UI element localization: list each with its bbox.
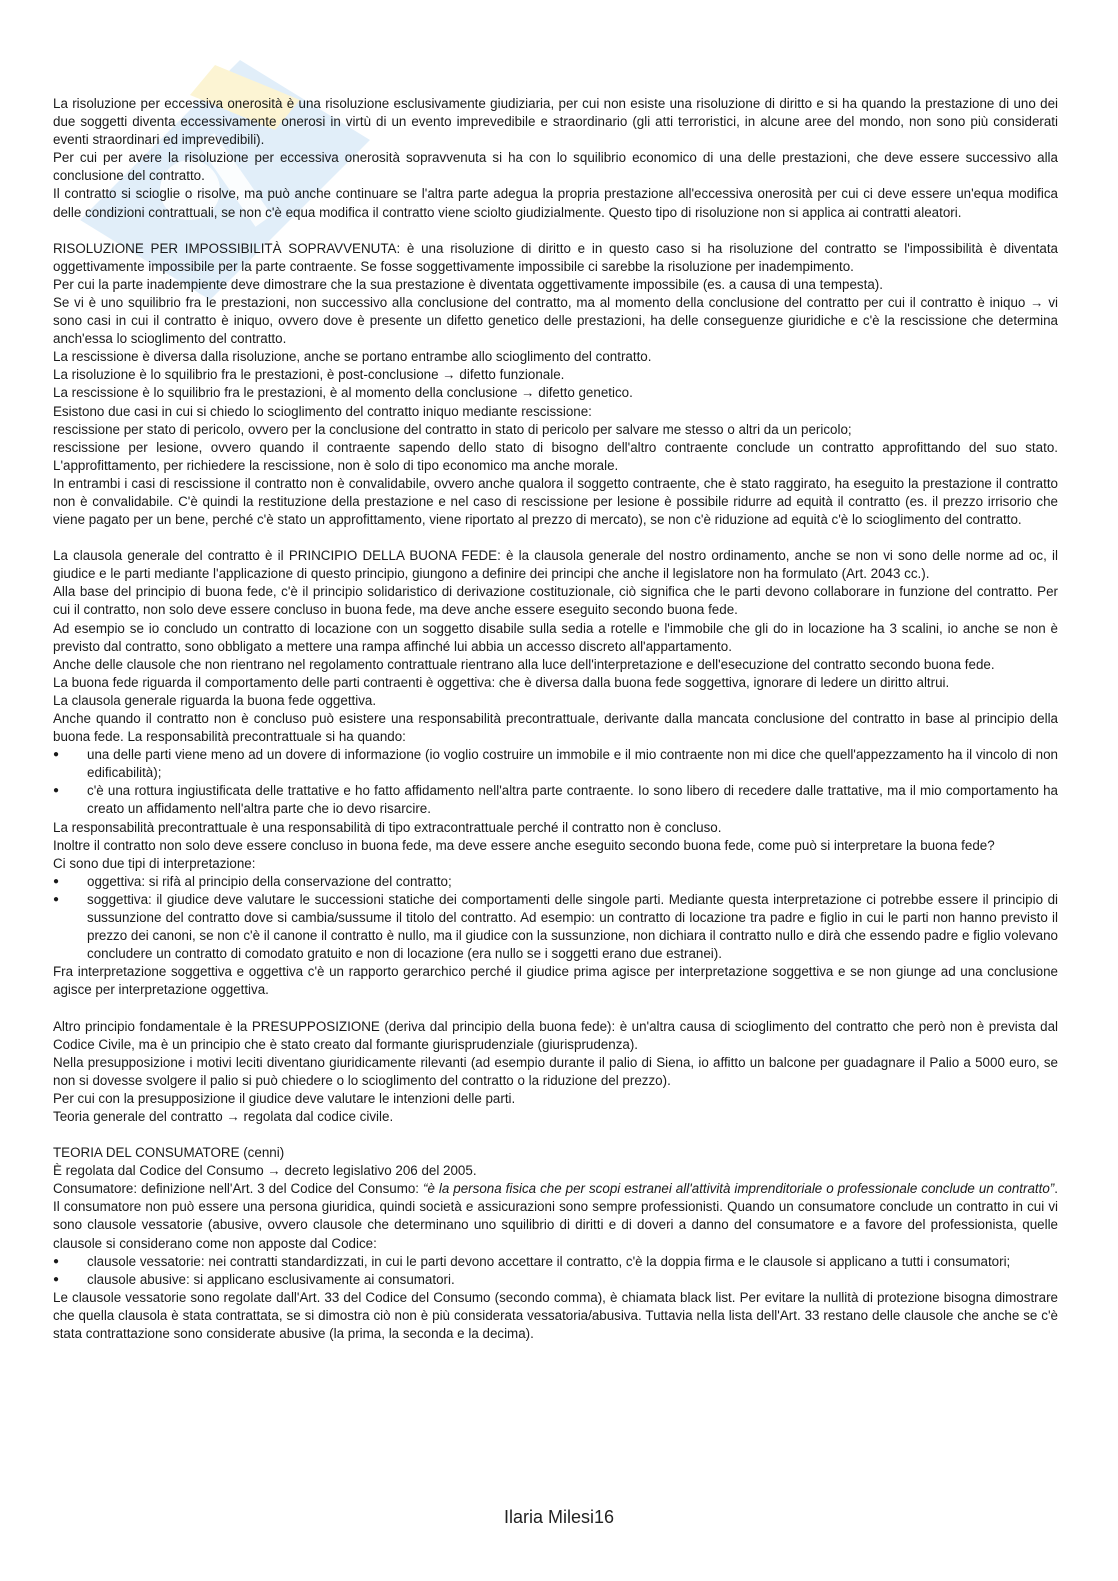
paragraph: La rescissione è diversa dalla risoluzione, anche se portano entrambe allo scioglimento del contratto. [53,349,652,365]
bullet-item: ● soggettiva: il giudice deve valutare le successioni statiche dei comportamenti delle singole parti. Mediante questa interpretazione ci potrebbe essere il principio di sussunzione del contratto dove si cambia/sussume il titolo del contratto. Ad esempio: un contratto di locazione tra padre e figlio in cui le parti non hanno previsto il prezzo dei canoni, se non c'è il canone il contratto è nullo, ma il giudice con la sussunzione, non dichiara il contratto nullo e dirà che essendo padre e figlio volevano concludere un contratto di comodato gratuito e non di locazione (era nullo se i soggetti erano due estranei). [53,891,1058,963]
paragraph-gap [53,1000,1058,1018]
paragraph: Teoria generale del contratto → regolata dal codice civile. [53,1108,394,1124]
text-run: . Il consumatore non può essere una persona giuridica, quindi società e assicurazioni sono sempre professionisti. Quando un consumatore conclude un contratto in cui vi sono clausole vessatorie (abusive, ovvero clausole che determinano uno squilibrio di diritti e di doveri a danno del consumatore e a favore del professionista, quelle clausole si considerano come non apposte dal Codice: [53,1181,1058,1251]
paragraph: Esistono due casi in cui si chiedo lo scioglimento del contratto iniquo mediante rescissione: [53,403,592,419]
section-heading-paragraph: RISOLUZIONE PER IMPOSSIBILITÀ SOPRAVVENUTA: è una risoluzione di diritto e in questo caso si ha risoluzione del contratto se l'impossibilità è diventata oggettivamente impossibile per la parte contraente. Se fosse soggettivamente impossibile ci sarebbe la risoluzione per inadempimento. [53,240,1058,274]
paragraph [53,1180,1058,1252]
paragraph: La clausola generale del contratto è il PRINCIPIO DELLA BUONA FEDE: è la clausola generale del nostro ordinamento, anche se non vi sono delle norme ad oc, il giudice e le parti mediante l'applicazione di questo principio, giungono a definire dei principi che anche il legislatore non ha formulato (Art. 2043 cc.). [53,548,1058,582]
paragraph: Alla base del principio di buona fede, c'è il principio solidaristico di derivazione costituzionale, ciò significa che le parti devono collaborare in funzione del contratto. Per cui il contratto, non solo deve essere concluso in buona fede, ma deve anche essere eseguito secondo buona fede. [53,584,1058,618]
bullet-item: ● c'è una rottura ingiustificata delle trattative e ho fatto affidamento nell'altra parte contraente. Io sono libero di recedere dalle trattative, ma il mio comportamento ha creato un affidamento nell'altra parte che io devo risarcire. [53,782,1058,818]
bullet-item: ● clausole vessatorie: nei contratti standardizzati, in cui le parti devono accettare il contratto, c'è la doppia firma e le clausole si applicano a tutti i consumatori; [53,1253,1058,1271]
paragraph: La rescissione è lo squilibrio fra le prestazioni, è al momento della conclusione → difetto genetico. [53,385,633,401]
paragraph: La buona fede riguarda il comportamento delle parti contraenti è oggettiva: che è diversa dalla buona fede soggettiva, ignorare di ledere un diritto altrui. [53,674,950,690]
paragraph: Per cui con la presupposizione il giudice deve valutare le intenzioni delle parti. [53,1090,516,1106]
bullet-item: ● clausole abusive: si applicano esclusivamente ai consumatori. [53,1271,1058,1289]
paragraph-gap [53,222,1058,240]
paragraph: La responsabilità precontrattuale è una responsabilità di tipo extracontrattuale perché il contratto non è concluso. [53,819,722,835]
paragraph: Anche delle clausole che non rientrano nel regolamento contrattuale rientrano alla luce dell'interpretazione e dell'esecuzione del contratto secondo buona fede. [53,656,995,672]
paragraph: Se vi è uno squilibrio fra le prestazioni, non successivo alla conclusione del contratto, ma al momento della conclusione del contratto per cui il contratto è iniquo → vi sono casi in cui il contratto è iniquo, ovvero dove è presente un difetto genetico delle prestazioni, ha delle conseguenze giuridiche e c'è la rescissione che determina anch'essa lo scioglimento del contratto. [53,294,1058,347]
paragraph: La risoluzione è lo squilibrio fra le prestazioni, è post-conclusione → difetto funzionale. [53,367,565,383]
paragraph: Altro principio fondamentale è la PRESUPPOSIZIONE (deriva dal principio della buona fede): è un'altra causa di scioglimento del contratto che però non è prevista dal Codice Civile, ma è un principio che è stato creato dal formante giurisprudenziale (giurisprudenza). [53,1018,1058,1052]
paragraph: Anche quando il contratto non è concluso può esistere una responsabilità precontrattuale, derivante dalla mancata conclusione del contratto in base al principio della buona fede. La responsabilità precontrattuale si ha quando: [53,711,1058,745]
bullet-item: ● una delle parti viene meno ad un dovere di informazione (io voglio costruire un immobile e il mio contraente non mi dice che quell'appezzamento ha il vincolo di non edificabilità); [53,746,1058,782]
paragraph: Per cui la parte inadempiente deve dimostrare che la sua prestazione è diventata oggettivamente impossibile (es. a causa di una tempesta). [53,276,883,292]
bullet-item: ● oggettiva: si rifà al principio della conservazione del contratto; [53,873,1058,891]
paragraph: Ci sono due tipi di interpretazione: [53,855,256,871]
paragraph: rescissione per stato di pericolo, ovvero per la conclusione del contratto in stato di pericolo per salvare me stesso o altri da un pericolo; [53,421,852,437]
paragraph: È regolata dal Codice del Consumo → decreto legislativo 206 del 2005. [53,1163,477,1179]
definition-quote: “è la persona fisica che per scopi estranei all'attività imprenditoriale o professionale conclude un contratto” [423,1181,1055,1197]
paragraph-gap [53,529,1058,547]
paragraph: Per cui per avere la risoluzione per eccessiva onerosità sopravvenuta si ha con lo squilibrio economico di una delle prestazioni, che deve essere successivo alla conclusione del contratto. [53,150,1058,184]
paragraph: Ad esempio se io concludo un contratto di locazione con un soggetto disabile sulla sedia a rotelle e l'immobile che gli do in locazione ha 3 scalini, io anche se non è previsto dal contratto, sono obbligato a mettere una rampa affinché lui abbia un accesso discreto all'appartamento. [53,620,1058,654]
paragraph: In entrambi i casi di rescissione il contratto non è convalidabile, ovvero anche qualora il soggetto contraente, che è stato raggirato, ha eseguito la prestazione il contratto non è convalidabile. C'è quindi la restituzione della prestazione e nel caso di rescissione per lesione è possibile ridurre ad equità il contratto (es. il prezzo irrisorio che viene pagato per un bene, perché c'è stato un approfittamento, viene riportato al prezzo di mercato), se non c'è riduzione ad equità c'è lo scioglimento del contratto. [53,475,1058,528]
paragraph: La clausola generale riguarda la buona fede oggettiva. [53,692,377,708]
paragraph: rescissione per lesione, ovvero quando il contraente sapendo dello stato di bisogno dell'altro contraente conclude un contratto approfittando del suo stato. L'approfittamento, per richiedere la rescissione, non è solo di tipo economico ma anche morale. [53,439,1058,473]
paragraph: Nella presupposizione i motivi leciti diventano giuridicamente rilevanti (ad esempio durante il palio di Siena, io affitto un balcone per guadagnare il Palio a 5000 euro, se non si dovesse svolgere il palio si può chiedere o lo scioglimento del contratto o la riduzione del prezzo). [53,1054,1058,1088]
paragraph: La risoluzione per eccessiva onerosità è una risoluzione esclusivamente giudiziaria, per cui non esiste una risoluzione di diritto e si ha quando la prestazione di uno dei due soggetti diventa eccessivamente onerosi in virtù di un evento imprevedibile e straordinario (gli atti terroristici, in alcune aree del mondo, non sono più considerati eventi straordinari ed imprevedibili). [53,96,1058,148]
document-body [53,95,1058,1343]
paragraph: Inoltre il contratto non solo deve essere concluso in buona fede, ma deve essere anche eseguito secondo buona fede, come può si interpretare la buona fede? [53,837,995,853]
paragraph: Il contratto si scioglie o risolve, ma può anche continuare se l'altra parte adegua la propria prestazione all'eccessiva onerosità per cui ci deve essere un'equa modifica delle condizioni contrattuali, se non c'è equa modifica il contratto viene sciolto giudizialmente. Questo tipo di risoluzione non si applica ai contratti aleatori. [53,186,1058,220]
paragraph-gap [53,1126,1058,1144]
page-footer: Ilaria Milesi16 [503,1507,615,1527]
text-run: Consumatore: definizione nell'Art. 3 del Codice del Consumo: [53,1181,423,1197]
paragraph: Le clausole vessatorie sono regolate dall'Art. 33 del Codice del Consumo (secondo comma), è chiamata black list. Per evitare la nullità di protezione bisogna dimostrare che quella clausola è stata contrattata, se si dimostra ciò non è più considerata vessatoria/abusiva. Tuttavia nella lista dell'Art. 33 restano delle clausole che anche se c'è stata contrattazione sono considerate abusive (la prima, la seconda e la decima). [53,1289,1058,1341]
section-heading: TEORIA DEL CONSUMATORE (cenni) [53,1145,285,1161]
paragraph: Fra interpretazione soggettiva e oggettiva c'è un rapporto gerarchico perché il giudice prima agisce per interpretazione soggettiva e se non giunge ad una conclusione agisce per interpretazione oggettiva. [53,964,1058,998]
